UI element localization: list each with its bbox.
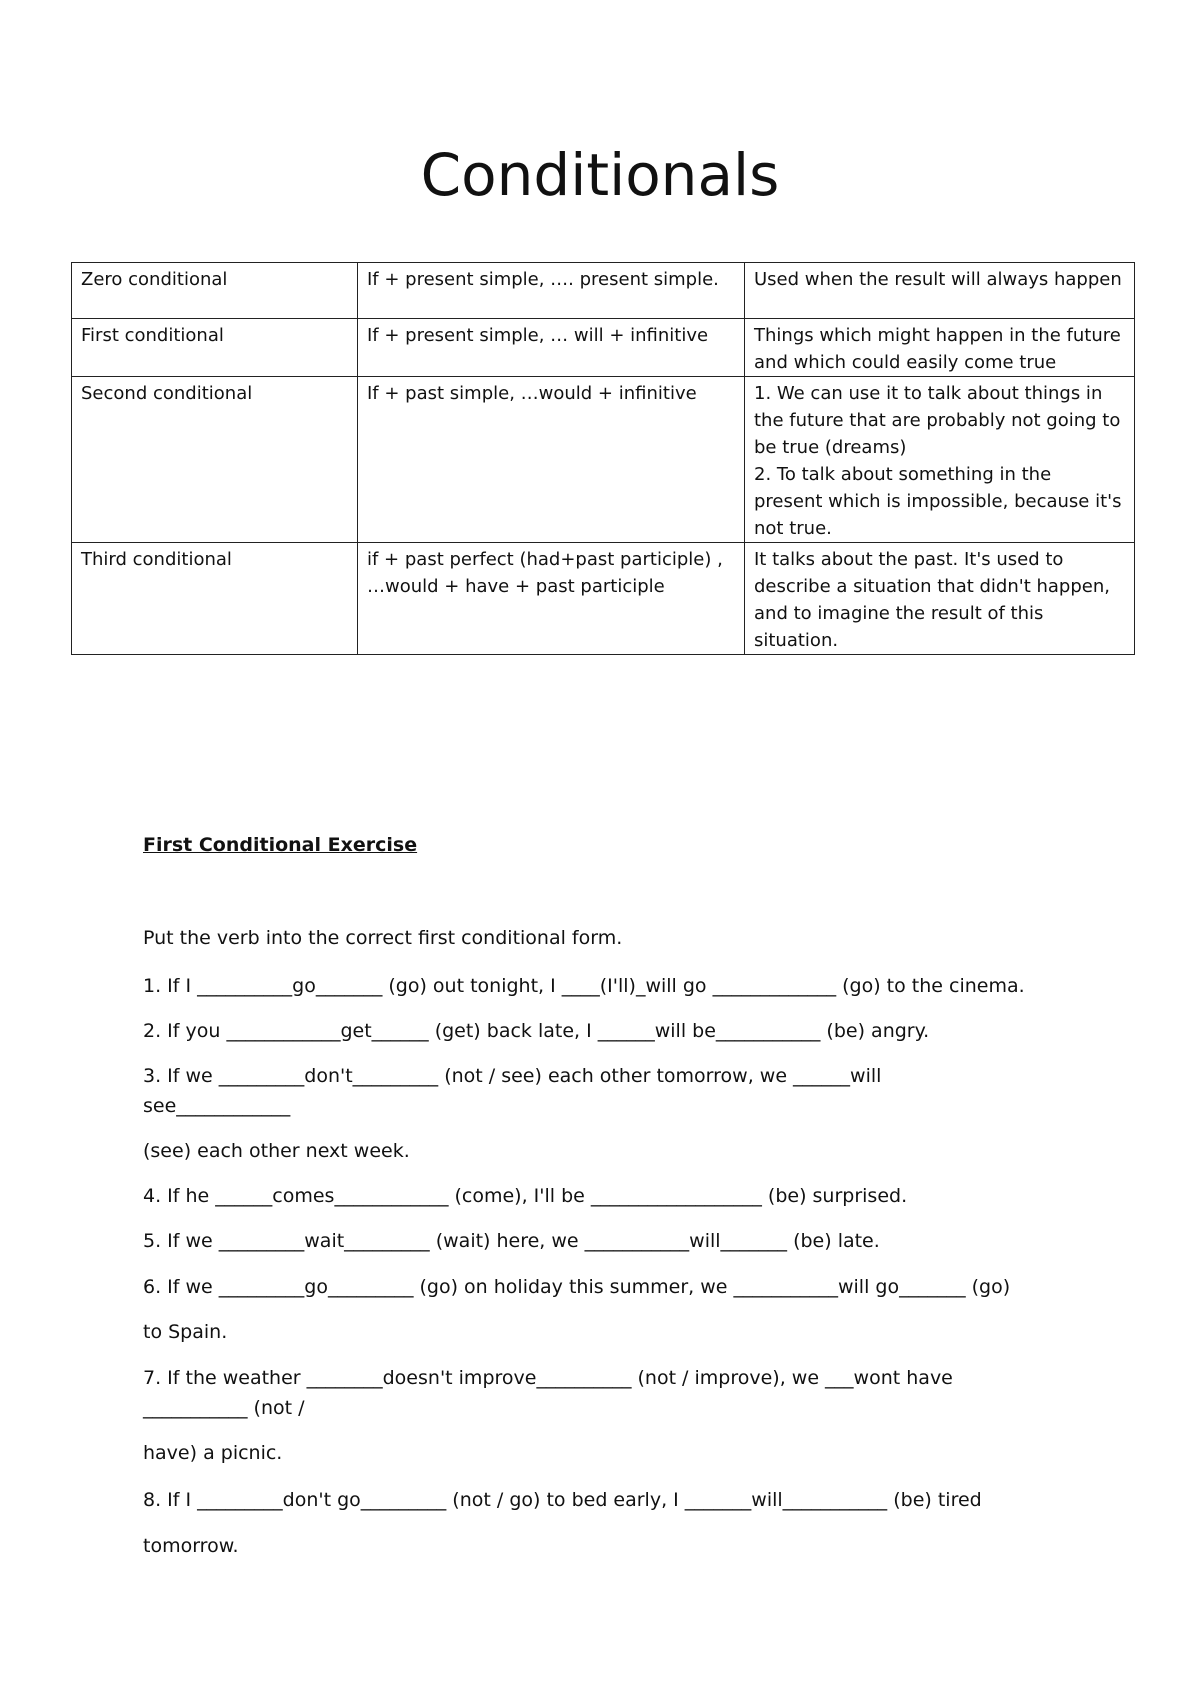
conditional-usage-cell	[745, 377, 1135, 543]
conditional-usage-cell	[745, 543, 1135, 655]
usage-text: Things which might happen in the future and which could easily come true	[754, 325, 1121, 373]
conditional-structure-cell: If + present simple, … will + infinitive	[358, 319, 745, 377]
conditional-name-cell: Zero conditional	[72, 263, 358, 319]
usage-text: It talks about the past. It's used to describe a situation that didn't happen, and to imagine the result of this situation.	[754, 549, 1110, 651]
exercise-line: 7. If the weather ________doesn't improve__________ (not / improve), we ___wont have	[143, 1367, 953, 1389]
exercise-line: (see) each other next week.	[143, 1140, 410, 1162]
table-row	[72, 263, 1135, 319]
exercise-line: 1. If I __________go_______ (go) out tonight, I ____(I'll)_will go _____________ (go) to the cinema.	[143, 975, 1025, 997]
exercise-line: 3. If we _________don't_________ (not / see) each other tomorrow, we ______will	[143, 1065, 882, 1087]
conditional-usage-cell	[745, 319, 1135, 377]
page-title: Conditionals	[420, 141, 780, 209]
table-row	[72, 319, 1135, 377]
table-row	[72, 377, 1135, 543]
exercise-line: 2. If you ____________get______ (get) back late, I ______will be___________ (be) angry.	[143, 1020, 930, 1042]
conditional-structure-cell: If + present simple, …. present simple.	[358, 263, 745, 319]
exercise-line: have) a picnic.	[143, 1442, 283, 1464]
conditional-name-cell: Third conditional	[72, 543, 358, 655]
exercise-heading: First Conditional Exercise	[143, 834, 418, 856]
usage-text: Used when the result will always happen	[754, 269, 1122, 290]
usage-text: 1. We can use it to talk about things in the future that are probably not going to be true (dreams)	[754, 383, 1121, 458]
exercise-instructions: Put the verb into the correct first conditional form.	[143, 927, 623, 949]
usage-text: 2. To talk about something in the present which is impossible, because it's not true.	[754, 464, 1122, 539]
conditional-name-cell: First conditional	[72, 319, 358, 377]
exercise-line: to Spain.	[143, 1321, 228, 1343]
exercise-line: 5. If we _________wait_________ (wait) here, we ___________will_______ (be) late.	[143, 1230, 880, 1252]
exercise-line: 6. If we _________go_________ (go) on holiday this summer, we ___________will go_______ (go)	[143, 1276, 1011, 1298]
exercise-line: see____________	[143, 1095, 291, 1117]
conditional-name-cell: Second conditional	[72, 377, 358, 543]
exercise-line: 8. If I _________don't go_________ (not / go) to bed early, I _______will___________ (be) tired	[143, 1489, 982, 1511]
exercise-line: ___________ (not /	[143, 1397, 305, 1419]
exercise-line: 4. If he ______comes____________ (come), I'll be __________________ (be) surprised.	[143, 1185, 908, 1207]
exercise-line: tomorrow.	[143, 1535, 239, 1557]
table-row	[72, 543, 1135, 655]
conditional-structure-cell: If + past simple, …would + infinitive	[358, 377, 745, 543]
conditionals-table	[71, 262, 1135, 655]
conditional-usage-cell	[745, 263, 1135, 319]
conditional-structure-cell: if + past perfect (had+past participle) , …would + have + past participle	[358, 543, 745, 655]
